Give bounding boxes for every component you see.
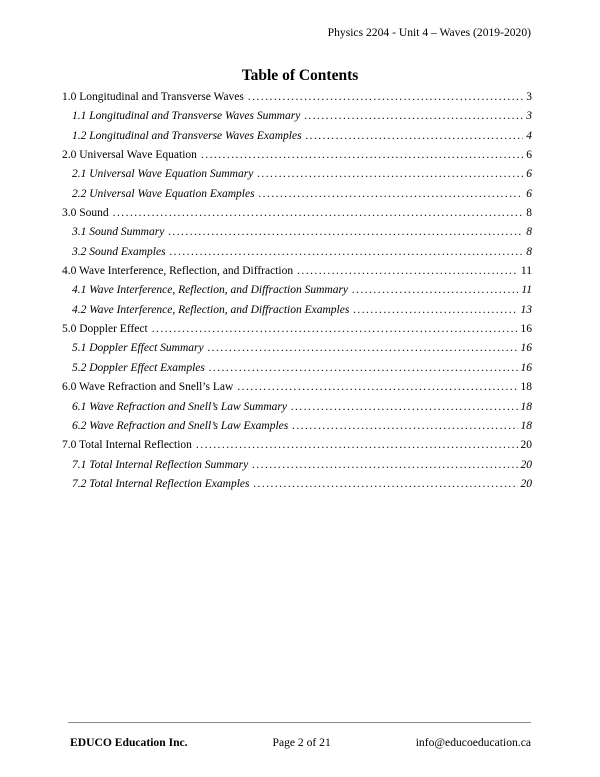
toc-leader-dots xyxy=(259,185,524,204)
toc-title: Table of Contents xyxy=(241,67,359,84)
toc-leader-dots xyxy=(304,107,523,126)
footer-divider xyxy=(68,722,531,723)
toc-entry xyxy=(62,88,532,107)
toc-entry-page: 18 xyxy=(520,419,532,432)
toc-entry-label: 5.1 Doppler Effect Summary xyxy=(72,342,204,355)
toc-entry xyxy=(62,398,532,417)
toc-entry-label: 4.0 Wave Interference, Reflection, and Diffraction xyxy=(62,265,294,278)
toc-leader-dots xyxy=(196,436,518,455)
toc-entry-label: 6.0 Wave Refraction and Snell’s Law xyxy=(62,381,234,394)
toc-entry xyxy=(62,165,532,184)
toc-entry-page: 16 xyxy=(520,361,532,374)
footer-page-number: Page 2 of 21 xyxy=(272,736,331,749)
toc-entry-page: 20 xyxy=(520,477,532,490)
toc-entry-label: 1.1 Longitudinal and Transverse Waves Summary xyxy=(72,110,301,123)
toc-entry-label: 4.1 Wave Interference, Reflection, and Diffraction Summary xyxy=(72,284,349,297)
toc-entry-label: 2.0 Universal Wave Equation xyxy=(62,149,197,162)
toc-leader-dots xyxy=(248,88,523,107)
toc-entry-page: 18 xyxy=(520,381,532,394)
toc-entry xyxy=(62,243,532,262)
toc-entry-label: 7.1 Total Internal Reflection Summary xyxy=(72,458,249,471)
toc-entry xyxy=(62,146,532,165)
toc-leader-dots xyxy=(257,165,523,184)
toc-entry-page: 6 xyxy=(526,187,532,200)
toc-entry-page: 16 xyxy=(520,342,532,355)
toc-entry xyxy=(62,456,532,475)
toc-entry-label: 6.1 Wave Refraction and Snell’s Law Summary xyxy=(72,400,287,413)
toc-entry xyxy=(62,378,532,397)
toc-entry-label: 2.2 Universal Wave Equation Examples xyxy=(72,187,255,200)
toc-leader-dots xyxy=(113,204,524,223)
toc-leader-dots xyxy=(306,127,524,146)
toc-leader-dots xyxy=(297,262,518,281)
toc-entry-page: 8 xyxy=(526,207,532,220)
toc-entry xyxy=(62,339,532,358)
toc-entry xyxy=(62,359,532,378)
toc-entry-page: 13 xyxy=(520,303,532,316)
toc-entry xyxy=(62,127,532,146)
toc-leader-dots xyxy=(170,243,524,262)
toc-entry-page: 18 xyxy=(520,400,532,413)
toc-entry-page: 4 xyxy=(526,129,532,142)
toc-entry-label: 7.0 Total Internal Reflection xyxy=(62,439,192,452)
toc-leader-dots xyxy=(352,281,518,300)
toc-entry-label: 5.0 Doppler Effect xyxy=(62,323,148,336)
toc-entry-label: 1.0 Longitudinal and Transverse Waves xyxy=(62,91,244,103)
toc-entry-page: 3 xyxy=(526,91,532,103)
toc-entry-label: 6.2 Wave Refraction and Snell’s Law Examples xyxy=(72,419,289,432)
toc-entry xyxy=(62,281,532,300)
toc-leader-dots xyxy=(209,359,518,378)
toc-entry-label: 5.2 Doppler Effect Examples xyxy=(72,361,205,374)
toc-leader-dots xyxy=(152,320,518,339)
toc-entry xyxy=(62,475,532,494)
toc-entry-page: 16 xyxy=(520,323,532,336)
toc-entry-page: 11 xyxy=(521,284,532,297)
toc-leader-dots xyxy=(201,146,523,165)
toc-leader-dots xyxy=(168,223,523,242)
toc-entry-page: 3 xyxy=(526,110,532,123)
toc-entry-label: 3.1 Sound Summary xyxy=(72,226,165,239)
table-of-contents xyxy=(62,88,532,494)
page-header: Physics 2204 - Unit 4 – Waves (2019-2020) xyxy=(327,26,531,39)
toc-entry-page: 6 xyxy=(526,168,532,181)
toc-entry xyxy=(62,223,532,242)
toc-entry xyxy=(62,301,532,320)
toc-entry xyxy=(62,417,532,436)
toc-entry xyxy=(62,185,532,204)
toc-entry xyxy=(62,204,532,223)
toc-entry-label: 2.1 Universal Wave Equation Summary xyxy=(72,168,254,181)
toc-leader-dots xyxy=(353,301,517,320)
footer-email: info@educoeducation.ca xyxy=(415,736,531,749)
toc-entry xyxy=(62,320,532,339)
toc-leader-dots xyxy=(253,475,517,494)
toc-entry-page: 20 xyxy=(520,458,532,471)
toc-entry xyxy=(62,436,532,455)
toc-leader-dots xyxy=(291,398,518,417)
toc-entry xyxy=(62,262,532,281)
footer-company: EDUCO Education Inc. xyxy=(70,736,188,749)
toc-entry-label: 3.2 Sound Examples xyxy=(72,245,166,258)
toc-entry-label: 7.2 Total Internal Reflection Examples xyxy=(72,477,250,490)
page-footer xyxy=(70,736,531,750)
toc-entry-label: 4.2 Wave Interference, Reflection, and Diffraction Examples xyxy=(72,303,350,316)
toc-entry-page: 20 xyxy=(520,439,532,452)
toc-entry-page: 11 xyxy=(520,265,532,278)
toc-leader-dots xyxy=(208,339,518,358)
toc-entry xyxy=(62,107,532,126)
toc-entry-page: 8 xyxy=(526,245,532,258)
toc-leader-dots xyxy=(292,417,517,436)
toc-leader-dots xyxy=(237,378,517,397)
toc-leader-dots xyxy=(252,456,517,475)
toc-entry-label: 3.0 Sound xyxy=(62,207,109,220)
toc-entry-page: 6 xyxy=(526,149,532,162)
toc-entry-page: 8 xyxy=(526,226,532,239)
toc-entry-label: 1.2 Longitudinal and Transverse Waves Examples xyxy=(72,129,302,142)
